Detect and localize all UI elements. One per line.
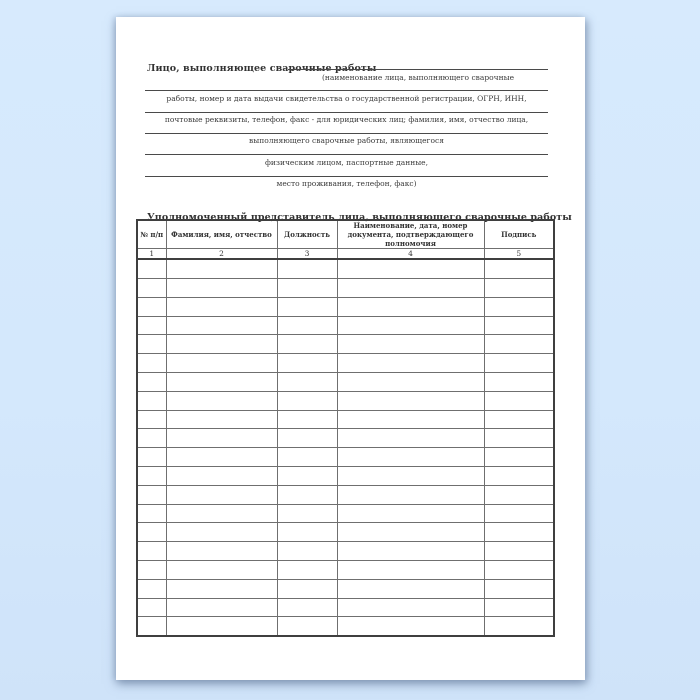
table-empty-cell <box>277 373 337 392</box>
table-empty-cell <box>137 598 166 617</box>
table-row <box>137 373 554 392</box>
table-empty-cell <box>337 259 484 278</box>
table-empty-cell <box>166 297 277 316</box>
table-empty-cell <box>277 467 337 486</box>
table-empty-cell <box>166 523 277 542</box>
table-empty-cell <box>137 448 166 467</box>
fill-line-caption-5: физическим лицом, паспортные данные, <box>145 154 548 167</box>
table-empty-cell <box>484 429 554 448</box>
table-row <box>137 354 554 373</box>
table-empty-cell <box>277 335 337 354</box>
table-empty-cell <box>337 617 484 636</box>
table-empty-cell <box>484 542 554 561</box>
table-empty-cell <box>137 504 166 523</box>
table-column-number-5: 5 <box>484 249 554 260</box>
table-header-cell-5: Подпись <box>484 220 554 249</box>
table-empty-cell <box>277 485 337 504</box>
table-empty-cell <box>484 316 554 335</box>
table-empty-cell <box>277 279 337 298</box>
table-column-number-2: 2 <box>166 249 277 260</box>
representatives-table <box>136 219 555 637</box>
table-empty-cell <box>484 467 554 486</box>
table-empty-cell <box>277 579 337 598</box>
table-empty-cell <box>337 410 484 429</box>
table-empty-cell <box>137 279 166 298</box>
table-header-row <box>137 220 554 249</box>
table-row <box>137 279 554 298</box>
table-empty-cell <box>484 391 554 410</box>
section-title-representative: Уполномоченный представитель лица, выполняющего сварочные работы <box>147 212 572 223</box>
table-empty-cell <box>337 542 484 561</box>
table-row <box>137 598 554 617</box>
fill-line-caption-2: работы, номер и дата выдачи свидетельства о государственной регистрации, ОГРН, ИНН, <box>145 90 548 103</box>
table-empty-cell <box>166 335 277 354</box>
table-empty-cell <box>137 354 166 373</box>
table-empty-cell <box>166 316 277 335</box>
table-row <box>137 617 554 636</box>
table-empty-cell <box>166 279 277 298</box>
table-empty-cell <box>166 354 277 373</box>
table-row <box>137 561 554 580</box>
table-row <box>137 579 554 598</box>
table-empty-cell <box>277 448 337 467</box>
table-empty-cell <box>166 410 277 429</box>
table-row <box>137 429 554 448</box>
table-empty-cell <box>137 617 166 636</box>
fill-line-caption-3: почтовые реквизиты, телефон, факс - для юридических лиц; фамилия, имя, отчество лица, <box>145 112 548 125</box>
table-column-number-1: 1 <box>137 249 166 260</box>
table-empty-cell <box>484 579 554 598</box>
table-empty-cell <box>337 297 484 316</box>
table-empty-cell <box>277 316 337 335</box>
table-empty-cell <box>484 410 554 429</box>
table-header-cell-4: Наименование, дата, номер документа, подтверждающего полномочия <box>337 220 484 249</box>
table-empty-cell <box>277 617 337 636</box>
table-empty-cell <box>166 579 277 598</box>
table-empty-cell <box>137 523 166 542</box>
table-empty-cell <box>337 448 484 467</box>
table-empty-cell <box>277 391 337 410</box>
table-row <box>137 297 554 316</box>
table-empty-cell <box>337 485 484 504</box>
table-row <box>137 335 554 354</box>
table-header-cell-1: № п/п <box>137 220 166 249</box>
table-row <box>137 467 554 486</box>
table-empty-cell <box>337 561 484 580</box>
table-empty-cell <box>484 485 554 504</box>
table-empty-cell <box>277 523 337 542</box>
table-empty-cell <box>166 598 277 617</box>
table-row <box>137 542 554 561</box>
table-column-number-3: 3 <box>277 249 337 260</box>
table-empty-cell <box>166 617 277 636</box>
table-header-cell-3: Должность <box>277 220 337 249</box>
table-empty-cell <box>337 429 484 448</box>
fill-line-caption-4: выполняющего сварочные работы, являющегося <box>145 133 548 146</box>
table-column-numbers-row <box>137 249 554 260</box>
table-empty-cell <box>137 259 166 278</box>
table-empty-cell <box>484 448 554 467</box>
fill-line-caption-1: (наименование лица, выполняющего сварочные <box>288 69 548 82</box>
table-empty-cell <box>337 373 484 392</box>
table-empty-cell <box>277 504 337 523</box>
table-empty-cell <box>277 598 337 617</box>
table-empty-cell <box>137 561 166 580</box>
table-row <box>137 485 554 504</box>
table-empty-cell <box>484 523 554 542</box>
table-empty-cell <box>166 561 277 580</box>
table-empty-cell <box>484 259 554 278</box>
table-empty-cell <box>277 542 337 561</box>
section-title-welder: Лицо, выполняющее сварочные работы <box>147 63 377 74</box>
table-empty-cell <box>166 448 277 467</box>
table-empty-cell <box>337 316 484 335</box>
table-empty-cell <box>166 373 277 392</box>
table-empty-cell <box>137 485 166 504</box>
table-empty-cell <box>277 561 337 580</box>
table-empty-cell <box>166 391 277 410</box>
table-row <box>137 504 554 523</box>
table-empty-cell <box>137 467 166 486</box>
table-row <box>137 448 554 467</box>
table-empty-cell <box>166 485 277 504</box>
table-empty-cell <box>484 335 554 354</box>
table-empty-cell <box>137 335 166 354</box>
table-column-number-4: 4 <box>337 249 484 260</box>
table-empty-cell <box>337 335 484 354</box>
table-empty-cell <box>337 504 484 523</box>
table-empty-cell <box>137 391 166 410</box>
table-empty-cell <box>277 297 337 316</box>
table-header-cell-2: Фамилия, имя, отчество <box>166 220 277 249</box>
table-empty-cell <box>277 354 337 373</box>
table-empty-cell <box>484 354 554 373</box>
table-empty-cell <box>337 598 484 617</box>
table-empty-cell <box>277 259 337 278</box>
table-row <box>137 316 554 335</box>
table-empty-cell <box>484 598 554 617</box>
table-empty-cell <box>137 316 166 335</box>
table-empty-cell <box>484 617 554 636</box>
table-empty-cell <box>166 259 277 278</box>
table-empty-cell <box>337 354 484 373</box>
table-empty-cell <box>137 542 166 561</box>
table-empty-cell <box>337 391 484 410</box>
table-row <box>137 259 554 278</box>
table-empty-cell <box>484 373 554 392</box>
table-row <box>137 391 554 410</box>
table-empty-cell <box>277 410 337 429</box>
table-empty-cell <box>166 467 277 486</box>
table-empty-cell <box>137 579 166 598</box>
document-page <box>116 17 585 680</box>
table-empty-cell <box>337 579 484 598</box>
table-empty-cell <box>484 561 554 580</box>
table-empty-cell <box>337 467 484 486</box>
table-empty-cell <box>137 297 166 316</box>
table-empty-cell <box>484 297 554 316</box>
fill-line-caption-6: место проживания, телефон, факс) <box>145 176 548 189</box>
table-empty-cell <box>337 523 484 542</box>
table-empty-cell <box>166 504 277 523</box>
table-empty-cell <box>484 504 554 523</box>
table-empty-cell <box>277 429 337 448</box>
table-empty-cell <box>484 279 554 298</box>
table-empty-cell <box>166 542 277 561</box>
table-empty-cell <box>166 429 277 448</box>
table-row <box>137 523 554 542</box>
table-row <box>137 410 554 429</box>
table-empty-cell <box>137 373 166 392</box>
table-empty-cell <box>337 279 484 298</box>
table-empty-cell <box>137 410 166 429</box>
table-empty-cell <box>137 429 166 448</box>
